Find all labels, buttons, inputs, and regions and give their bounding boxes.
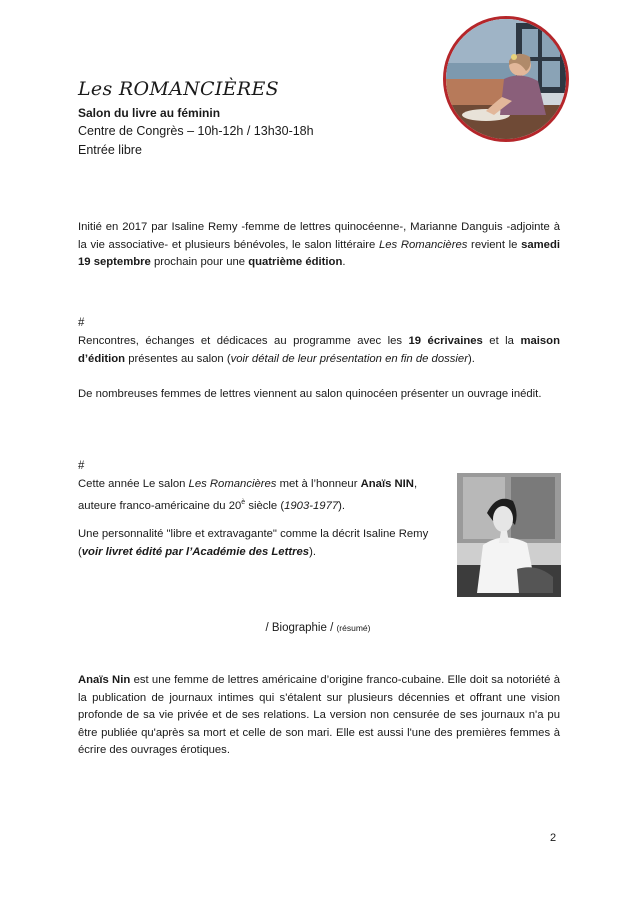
century-suffix: è: [241, 498, 246, 506]
bio-subject-name: Anaïs Nin: [78, 674, 131, 686]
edition-number: quatrième édition: [248, 256, 343, 268]
program-paragraph: [78, 333, 560, 368]
biography-title: / Biographie /: [265, 622, 337, 634]
program-text: Rencontres, échanges et dédicaces au programme avec les: [78, 335, 409, 347]
personality-paragraph: [78, 526, 450, 561]
booklet-reference: voir livret édité par l’Académie des Lettres: [81, 545, 310, 558]
section-marker: #: [78, 317, 85, 329]
bio-text: est une femme de lettres américaine d’origine franco-cubaine. Elle doit sa notoriété à la publication de journaux intimes qui s'étalent sur plusieurs décennies et offrant une vision profonde de sa vie privée et de ses relations. La version non censurée de ses journaux n'a pu être publiée qu'après sa mort et celle de son mari. Elle est aussi l'une des premières femmes à écrire des ouvrages érotiques.: [78, 674, 560, 756]
intro-text: .: [342, 256, 346, 268]
anais-nin-portrait: [457, 473, 561, 597]
honoree-text: ).: [338, 499, 346, 512]
writers-paragraph: De nombreuses femmes de lettres viennent au salon quinocéen présenter un ouvrage inédit.: [78, 388, 542, 400]
honoree-text: met à l’honneur: [276, 478, 361, 490]
life-dates: 1903-1977: [284, 499, 339, 512]
biography-summary-note: (résumé): [336, 623, 371, 633]
event-date: samedi 19 septembre: [78, 238, 560, 268]
salon-name: Les Romancières: [378, 238, 468, 251]
program-text: présentes au salon (: [125, 352, 231, 365]
honoree-text: siècle (: [245, 499, 285, 512]
page-number: 2: [550, 832, 557, 844]
page-title: Les ROMANCIÈRES: [78, 78, 279, 100]
honoree-name: Anaïs NIN: [360, 478, 414, 490]
intro-text: Initié en 2017 par Isaline Remy -femme de lettres quinocéenne-, Marianne Danguis -adjointe à la vie associative- et plusieurs bénévoles, le salon littéraire: [78, 221, 560, 251]
program-text: et la: [482, 335, 521, 347]
publisher-label: maison d’édition: [78, 335, 560, 365]
intro-text: prochain pour une: [150, 256, 249, 268]
honoree-text: Cette année Le salon: [78, 478, 189, 490]
personality-text: ).: [309, 545, 316, 558]
honoree-text: auteure franco-américaine du 20: [78, 499, 242, 512]
intro-paragraph: [78, 219, 560, 272]
salon-name: Les Romancières: [188, 478, 277, 490]
writers-count: 19 écrivaines: [408, 335, 483, 347]
honoree-text: ,: [413, 478, 418, 490]
portrait-illustration: [457, 473, 561, 597]
venue-hours: Centre de Congrès – 10h-12h / 13h30-18h: [78, 124, 314, 138]
section-marker: #: [78, 460, 85, 472]
page-subtitle: Salon du livre au féminin: [78, 106, 221, 120]
details-note: voir détail de leur présentation en fin de dossier: [230, 352, 468, 365]
personality-text: Une personnalité "libre et extravagante" comme la décrit Isaline Remy: [78, 528, 429, 540]
personality-text: (: [78, 545, 82, 558]
honoree-paragraph: [78, 476, 450, 515]
author-photo-circle: [443, 16, 569, 142]
biography-paragraph: [78, 672, 560, 760]
entry-info: Entrée libre: [78, 143, 142, 157]
biography-heading: [0, 622, 636, 634]
woman-writing-illustration: [446, 19, 566, 139]
intro-text: revient le: [467, 238, 522, 251]
program-text: ).: [467, 352, 475, 365]
